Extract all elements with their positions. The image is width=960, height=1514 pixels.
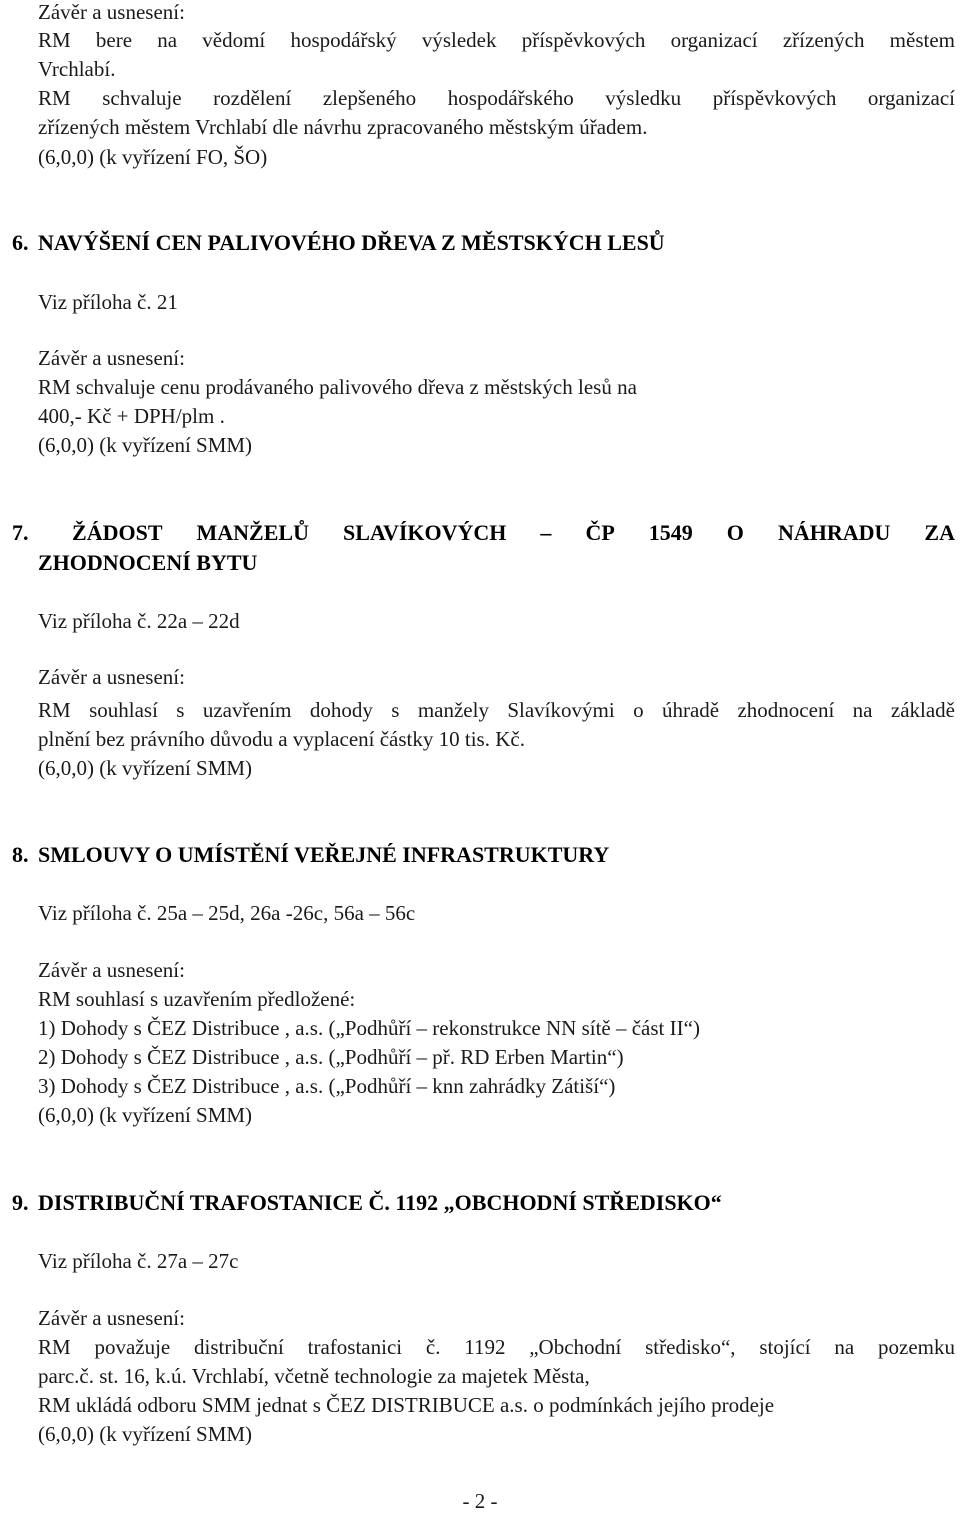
list-item: 3) Dohody s ČEZ Distribuce , a.s. („Podhůří – knn zahrádky Zátiší“) bbox=[38, 1074, 616, 1098]
attachment-reference: Viz příloha č. 25a – 25d, 26a -26c, 56a – 56c bbox=[38, 901, 416, 925]
conclusion-label: Závěr a usnesení: bbox=[38, 665, 185, 689]
list-item: 2) Dohody s ČEZ Distribuce , a.s. („Podhůří – př. RD Erben Martin“) bbox=[38, 1045, 624, 1069]
section-heading-6 bbox=[12, 228, 665, 258]
section-number: 7. bbox=[12, 520, 29, 545]
conclusion-label: Závěr a usnesení: bbox=[38, 0, 185, 24]
resolution-text: RM souhlasí s uzavřením předložené: bbox=[38, 987, 356, 1011]
resolution-text: RM schvaluje rozdělení zlepšeného hospodářského výsledku příspěvkových organizací bbox=[38, 86, 955, 110]
resolution-text: 400,- Kč + DPH/plm . bbox=[38, 404, 225, 428]
section-title-word: 1549 bbox=[648, 520, 693, 545]
section-heading-7 bbox=[12, 518, 955, 548]
section-heading-9 bbox=[12, 1188, 722, 1218]
resolution-text: zřízených městem Vrchlabí dle návrhu zpracovaného městským úřadem. bbox=[38, 115, 648, 139]
section-heading-8 bbox=[12, 840, 609, 870]
section-number: 9. bbox=[12, 1190, 29, 1215]
resolution-text: RM bere na vědomí hospodářský výsledek příspěvkových organizací zřízených městem bbox=[38, 28, 955, 52]
section-title: SMLOUVY O UMÍSTĚNÍ VEŘEJNÉ INFRASTRUKTURY bbox=[38, 842, 610, 867]
section-title-word: O bbox=[726, 520, 744, 545]
vote-result: (6,0,0) (k vyřízení SMM) bbox=[38, 1422, 253, 1446]
conclusion-label: Závěr a usnesení: bbox=[38, 346, 185, 370]
vote-result: (6,0,0) (k vyřízení FO, ŠO) bbox=[38, 145, 268, 169]
section-number: 6. bbox=[12, 230, 29, 255]
section-title-word: – bbox=[540, 520, 552, 545]
section-title-word: SLAVÍKOVÝCH bbox=[342, 520, 507, 545]
attachment-reference: Viz příloha č. 27a – 27c bbox=[38, 1249, 239, 1273]
vote-result: (6,0,0) (k vyřízení SMM) bbox=[38, 1103, 253, 1127]
section-title-word: NÁHRADU bbox=[777, 520, 891, 545]
section-title-word: ŽÁDOST bbox=[72, 520, 163, 545]
resolution-text: RM schvaluje cenu prodávaného palivového dřeva z městských lesů na bbox=[38, 375, 637, 399]
vote-result: (6,0,0) (k vyřízení SMM) bbox=[38, 433, 253, 457]
conclusion-label: Závěr a usnesení: bbox=[38, 1306, 185, 1330]
section-number: 8. bbox=[12, 842, 29, 867]
resolution-text: plnění bez právního důvodu a vyplacení částky 10 tis. Kč. bbox=[38, 727, 525, 751]
list-item: 1) Dohody s ČEZ Distribuce , a.s. („Podhůří – rekonstrukce NN sítě – část II“) bbox=[38, 1016, 700, 1040]
attachment-reference: Viz příloha č. 21 bbox=[38, 290, 178, 314]
resolution-text: parc.č. st. 16, k.ú. Vrchlabí, včetně technologie za majetek Města, bbox=[38, 1364, 590, 1388]
resolution-text: RM považuje distribuční trafostanici č. 1192 „Obchodní středisko“, stojící na pozemku bbox=[38, 1335, 955, 1359]
resolution-text: RM souhlasí s uzavřením dohody s manžely Slavíkovými o úhradě zhodnocení na základě bbox=[38, 698, 955, 722]
resolution-text: Vrchlabí. bbox=[38, 57, 116, 81]
vote-result: (6,0,0) (k vyřízení SMM) bbox=[38, 756, 253, 780]
section-title: NAVÝŠENÍ CEN PALIVOVÉHO DŘEVA Z MĚSTSKÝCH LESŮ bbox=[38, 230, 665, 255]
section-title-word: ČP bbox=[585, 520, 615, 545]
page-number: - 2 - bbox=[462, 1489, 498, 1513]
resolution-text: RM ukládá odboru SMM jednat s ČEZ DISTRIBUCE a.s. o podmínkách jejího prodeje bbox=[38, 1393, 775, 1417]
section-title: DISTRIBUČNÍ TRAFOSTANICE Č. 1192 „OBCHODNÍ STŘEDISKO“ bbox=[38, 1190, 722, 1215]
attachment-reference: Viz příloha č. 22a – 22d bbox=[38, 609, 240, 633]
conclusion-label: Závěr a usnesení: bbox=[38, 958, 185, 982]
section-title-word: MANŽELŮ bbox=[196, 520, 309, 545]
section-title-word: ZA bbox=[924, 520, 955, 545]
section-title-continuation: ZHODNOCENÍ BYTU bbox=[38, 550, 258, 575]
